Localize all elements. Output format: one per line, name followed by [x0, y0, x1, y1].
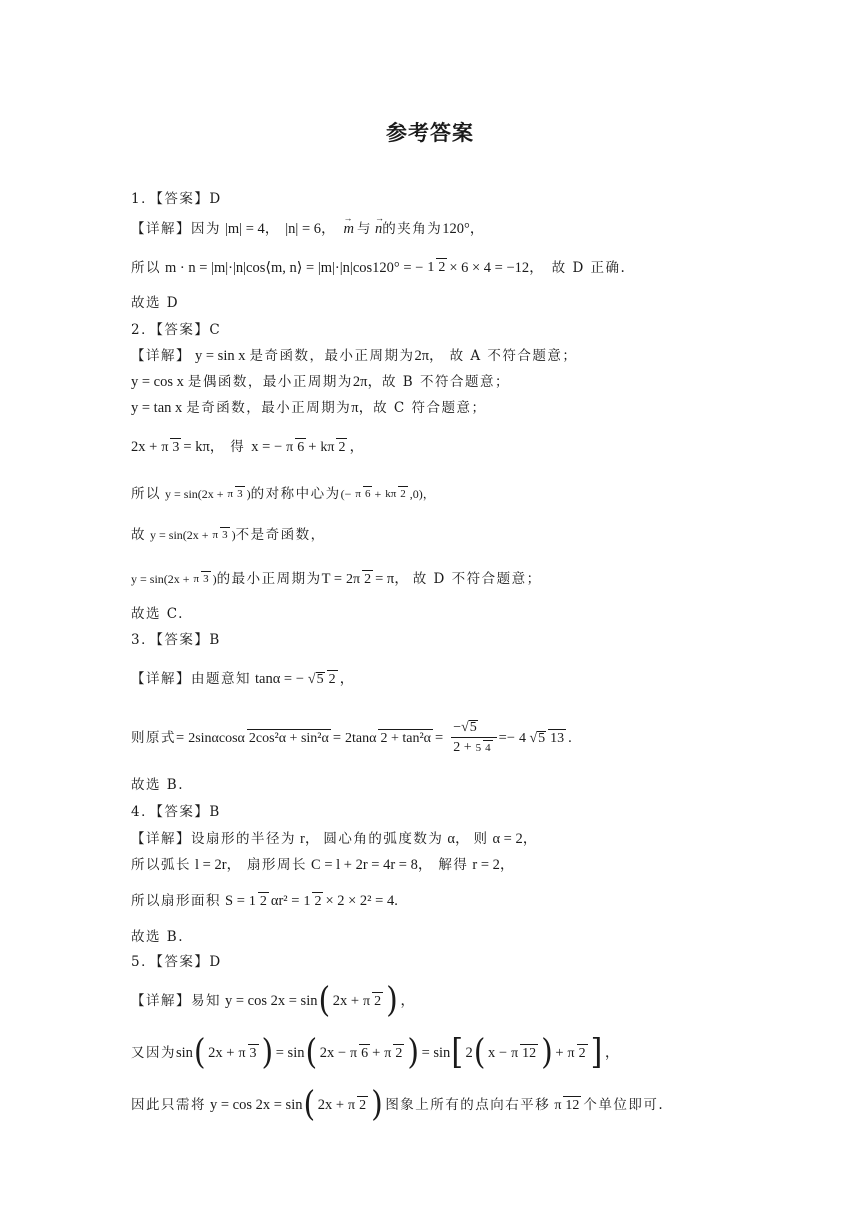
q2-line2: y = cos x 是偶函数，最小正周期为 2π， 故 B 不符合题意； — [131, 374, 510, 390]
q2-answer: 2．【答案】C — [131, 322, 222, 338]
q2-line7: y = sin(2x + π 3 ) 的最小正周期为 T = 2π 2 = π， 故 D 不符合题意； — [131, 571, 542, 587]
q3-choose: 故选 B. — [131, 777, 185, 793]
q1-detail-line2: 所以 m · n = |m|·|n|cos⟨m, n⟩ = |m|·|n|cos120° = − 1 2 × 6 × 4 = −12， 故 D 正确. — [131, 259, 627, 276]
q4-line2: 所以弧长 l = 2r， 扇形周长 C = l + 2r = 4r = 8， 解得 r = 2， — [131, 857, 515, 873]
q5-line1: 【详解】易知 y = cos 2x = sin ( 2x + π 2 ) ， — [131, 980, 415, 1021]
q2-line6: 故 y = sin(2x + π 3 ) 不是奇函数， — [131, 527, 326, 543]
q2-line3: y = tan x 是奇函数，最小正周期为 π， 故 C 符合题意； — [131, 400, 487, 416]
page-title: 参考答案 — [386, 121, 474, 145]
q2-choose: 故选 C. — [131, 606, 184, 622]
q5-line3: 因此只需将 y = cos 2x = sin ( 2x + π 2 ) 图象上所有的点向右平移 π 12 个单位即可. — [131, 1084, 665, 1125]
q1-choose: 故选 D — [131, 295, 180, 311]
q3-answer: 3．【答案】B — [131, 632, 221, 648]
q4-answer: 4．【答案】B — [131, 804, 221, 820]
q3-line1: 【详解】由题意知 tanα = − √5 2 ， — [131, 671, 355, 687]
q2-line4: 2x + π 3 = kπ， 得 x = − π 6 + kπ 2 ， — [131, 439, 364, 455]
q5-line2: 又因为 sin ( 2x + π 3 ) = sin ( 2x − π 6 + π 2 ) = sin [ 2 ( x − π 12 ) + π 2 ] ， — [131, 1032, 620, 1073]
q5-answer: 5．【答案】D — [131, 954, 222, 970]
q3-line2: 则原式 = 2sinαcosα 2cos²α + sin²α = 2tanα 2 + tan²α = −√5 2 + 5 4 = − 4 √5 13 . — [131, 720, 572, 755]
q2-line5: 所以 y = sin(2x + π 3 ) 的对称中心为 (− π 6 + kπ 2 ,0)， — [131, 486, 435, 502]
q4-line3: 所以扇形面积 S = 1 2 αr² = 1 2 × 2 × 2² = 4. — [131, 893, 398, 909]
q4-choose: 故选 B. — [131, 929, 185, 945]
q2-line1: 【详解】 y = sin x 是奇函数，最小正周期为 2π， 故 A 不符合题意； — [131, 348, 578, 364]
q4-line1: 【详解】设扇形的半径为 r， 圆心角的弧度数为 α， 则 α = 2， — [131, 831, 538, 847]
q1-detail-line1: 【详解】因为 |m| = 4， |n| = 6， → m 与 → n 的夹角为 120°， — [131, 220, 484, 238]
q1-answer: 1．【答案】D — [131, 191, 222, 207]
